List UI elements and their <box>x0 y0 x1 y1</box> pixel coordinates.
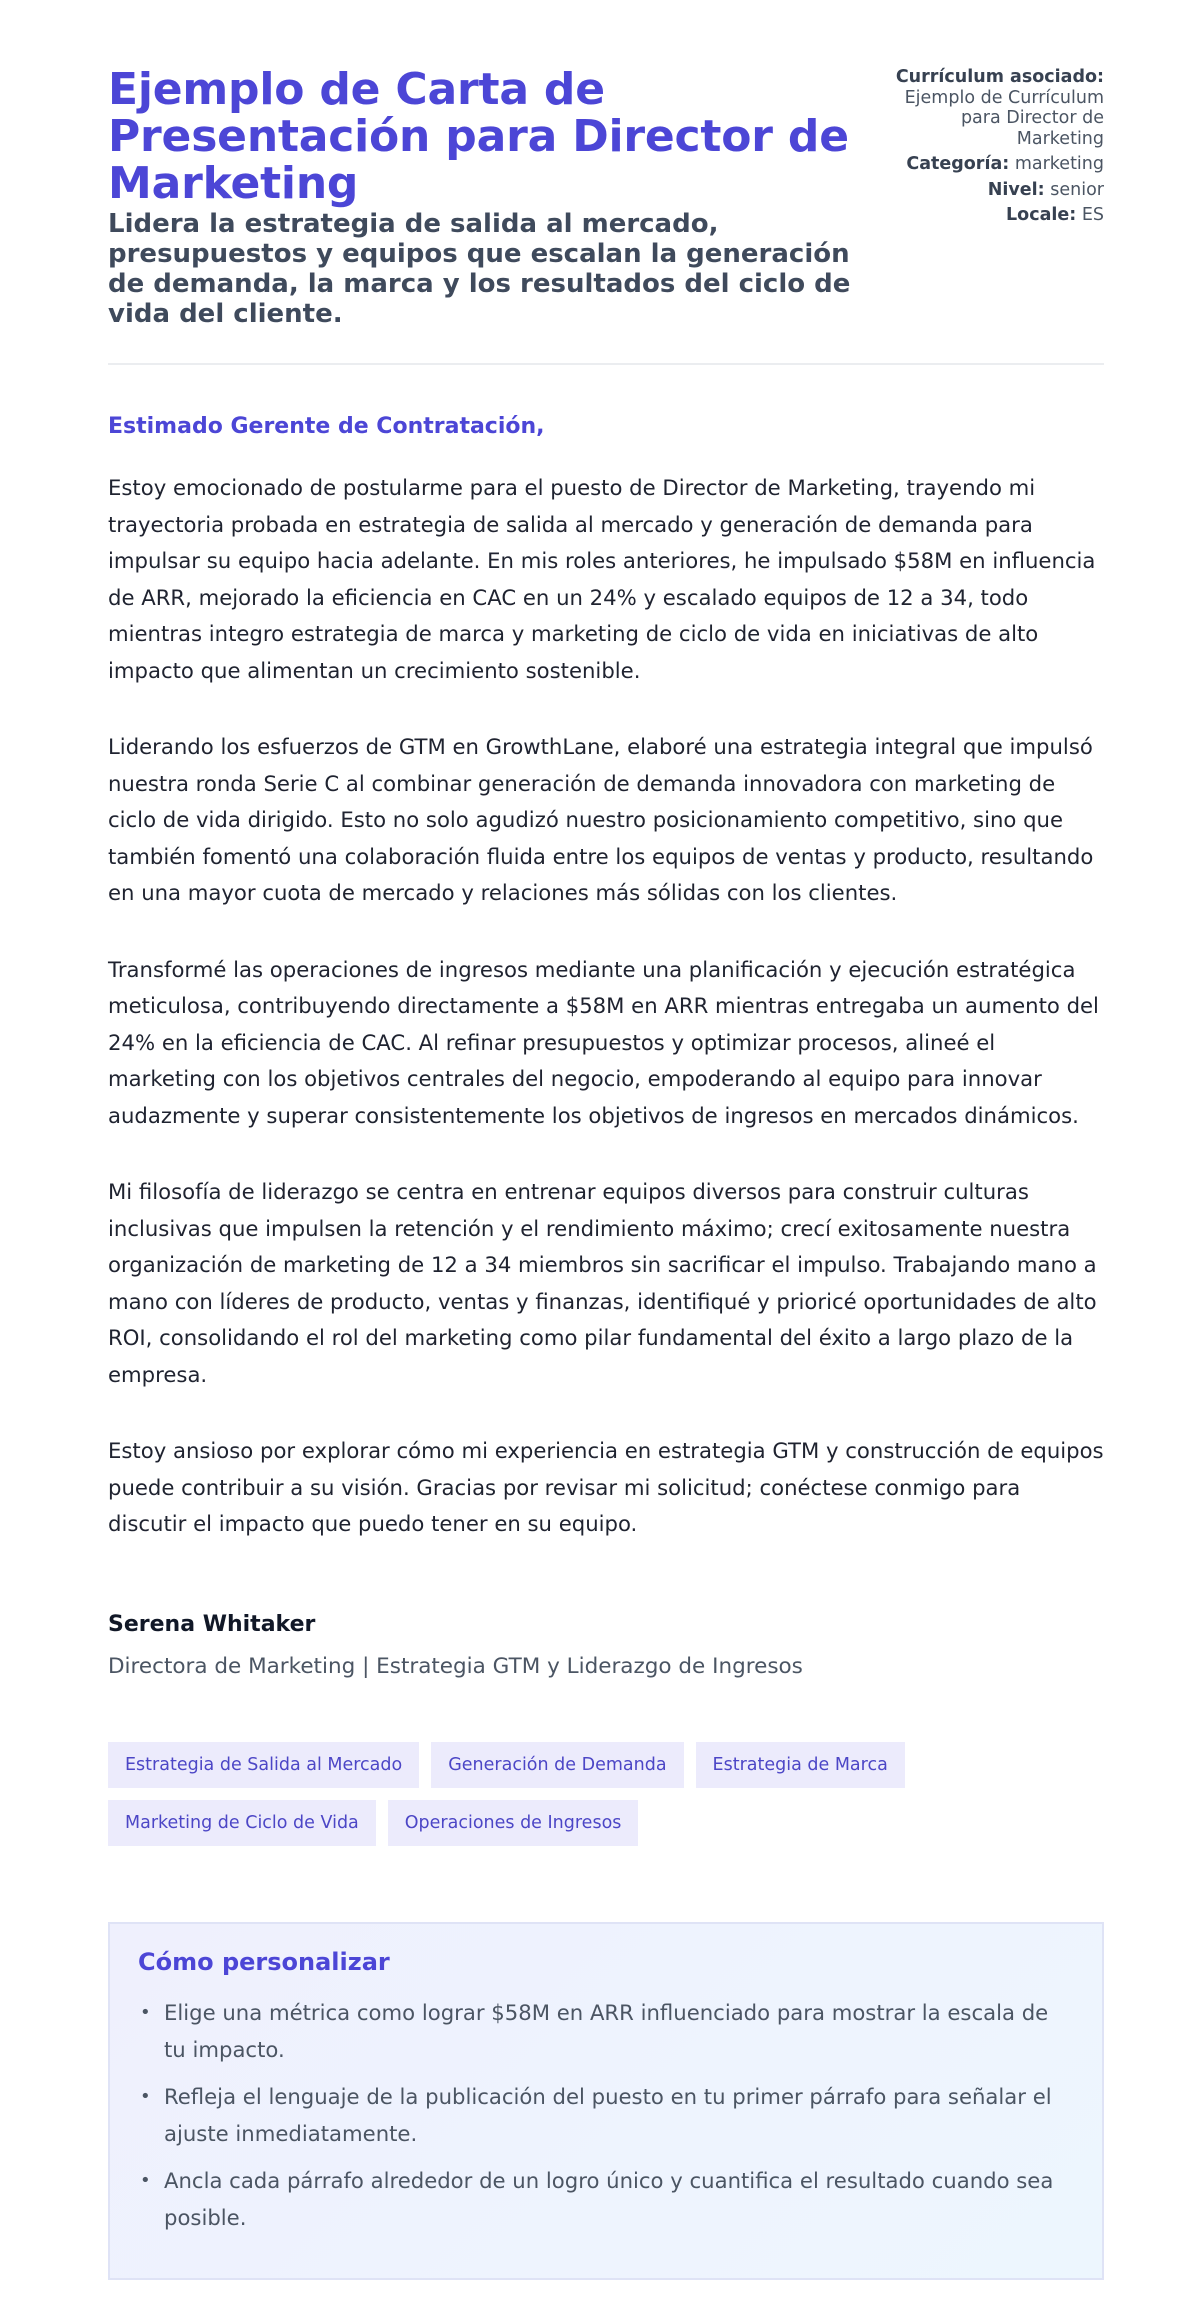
letter-paragraph: Estoy emocionado de postularme para el puesto de Director de Marketing, trayendo mi trayectoria probada en estrategia de salida al mercado y generación de demanda para impulsar su equipo hacia adelante. En mis roles anteriores, he impulsado $58M en influencia de ARR, mejorado la eficiencia en CAC en un 24% y escalado equipos de 12 a 34, todo mientras integro estrategia de marca y marketing de ciclo de vida en iniciativas de alto impacto que alimentan un crecimiento sostenible. <box>108 475 1096 683</box>
page-subtitle: Lidera la estrategia de salida al mercado, presupuestos y equipos que escalan la generación de demanda, la marca y los resultados del ciclo de vida del cliente. <box>108 209 851 329</box>
tip-text: Refleja el lenguaje de la publicación del puesto en tu primer párrafo para señalar el ajuste inmediatamente. <box>164 2084 1052 2146</box>
meta-category-value: marketing <box>1014 154 1104 174</box>
tips-title: Cómo personalizar <box>138 1948 390 1976</box>
skill-tag: Generación de Demanda <box>431 1742 683 1788</box>
meta-level-label: Nivel: <box>987 179 1045 200</box>
bullet-icon: • <box>140 2002 151 2023</box>
signature-name: Serena Whitaker <box>108 1612 316 1637</box>
tip-text: Ancla cada párrafo alrededor de un logro único y cuantifica el resultado cuando sea posible. <box>164 2168 1054 2230</box>
signature-block <box>108 1611 803 1681</box>
letter-paragraph: Estoy ansioso por explorar cómo mi experiencia en estrategia GTM y construcción de equipos puede contribuir a su visión. Gracias por revisar mi solicitud; conéctese conmigo para discutir el impacto que puedo tener en su equipo. <box>108 1438 1104 1536</box>
meta-locale-value: ES <box>1081 205 1104 225</box>
skill-tag: Operaciones de Ingresos <box>388 1800 639 1846</box>
meta-level-value: senior <box>1050 179 1104 200</box>
skill-tags <box>108 1742 1104 1846</box>
skill-tag: Estrategia de Marca <box>696 1742 905 1788</box>
meta-level <box>874 180 1104 201</box>
cover-letter-page <box>108 0 1104 2230</box>
tip-item <box>138 1995 1074 2068</box>
letter-body <box>108 470 1104 1583</box>
page-header <box>108 0 1104 329</box>
skill-tag: Marketing de Ciclo de Vida <box>108 1800 376 1846</box>
meta-resume-label: Currículum asociado: <box>895 67 1104 87</box>
signature-title: Directora de Marketing | Estrategia GTM y Liderazgo de Ingresos <box>108 1654 803 1679</box>
letter-greeting: Estimado Gerente de Contratación, <box>108 414 545 439</box>
meta-resume-value: Ejemplo de Currículum para Director de Marketing <box>904 87 1104 149</box>
tip-item <box>138 2163 1074 2236</box>
meta-category <box>874 154 1104 175</box>
meta-resume <box>874 67 1104 149</box>
meta-locale <box>874 205 1104 226</box>
bullet-icon: • <box>140 2170 151 2191</box>
tip-item <box>138 2079 1074 2152</box>
title-block <box>108 66 868 329</box>
letter-paragraph: Transformé las operaciones de ingresos mediante una planificación y ejecución estratégica meticulosa, contribuyendo directamente a $58M en ARR mientras entregaba un aumento del 24% en la eficiencia de CAC. Al refinar presupuestos y optimizar procesos, alineé el marketing con los objetivos centrales del negocio, empoderando al equipo para innovar audazmente y superar consistentemente los objetivos de ingresos en mercados dinámicos. <box>108 956 1099 1128</box>
header-divider <box>108 363 1104 365</box>
meta-category-label: Categoría: <box>906 154 1010 174</box>
skill-tag: Estrategia de Salida al Mercado <box>108 1742 419 1788</box>
tips-list <box>138 1995 1074 2236</box>
customization-tips-box <box>108 1922 1104 2280</box>
meta-locale-label: Locale: <box>1006 205 1077 225</box>
letter-paragraph: Mi filosofía de liderazgo se centra en entrenar equipos diversos para construir culturas inclusivas que impulsen la retención y el rendimiento máximo; crecí exitosamente nuestra organización de marketing de 12 a 34 miembros sin sacrificar el impulso. Trabajando mano a mano con líderes de producto, ventas y finanzas, identifiqué y prioricé oportunidades de alto ROI, consolidando el rol del marketing como pilar fundamental del éxito a largo plazo de la empresa. <box>108 1179 1097 1387</box>
letter-paragraph: Liderando los esfuerzos de GTM en GrowthLane, elaboré una estrategia integral que impulsó nuestra ronda Serie C al combinar generación de demanda innovadora con marketing de ciclo de vida dirigido. Esto no solo agudizó nuestro posicionamiento competitivo, sino que también fomentó una colaboración fluida entre los equipos de ventas y producto, resultando en una mayor cuota de mercado y relaciones más sólidas con los clientes. <box>108 734 1094 905</box>
page-title: Ejemplo de Carta de Presentación para Director de Marketing <box>108 64 849 209</box>
meta-panel <box>874 66 1104 231</box>
bullet-icon: • <box>140 2086 151 2107</box>
tip-text: Elige una métrica como lograr $58M en ARR influenciado para mostrar la escala de tu impacto. <box>164 2000 1049 2062</box>
